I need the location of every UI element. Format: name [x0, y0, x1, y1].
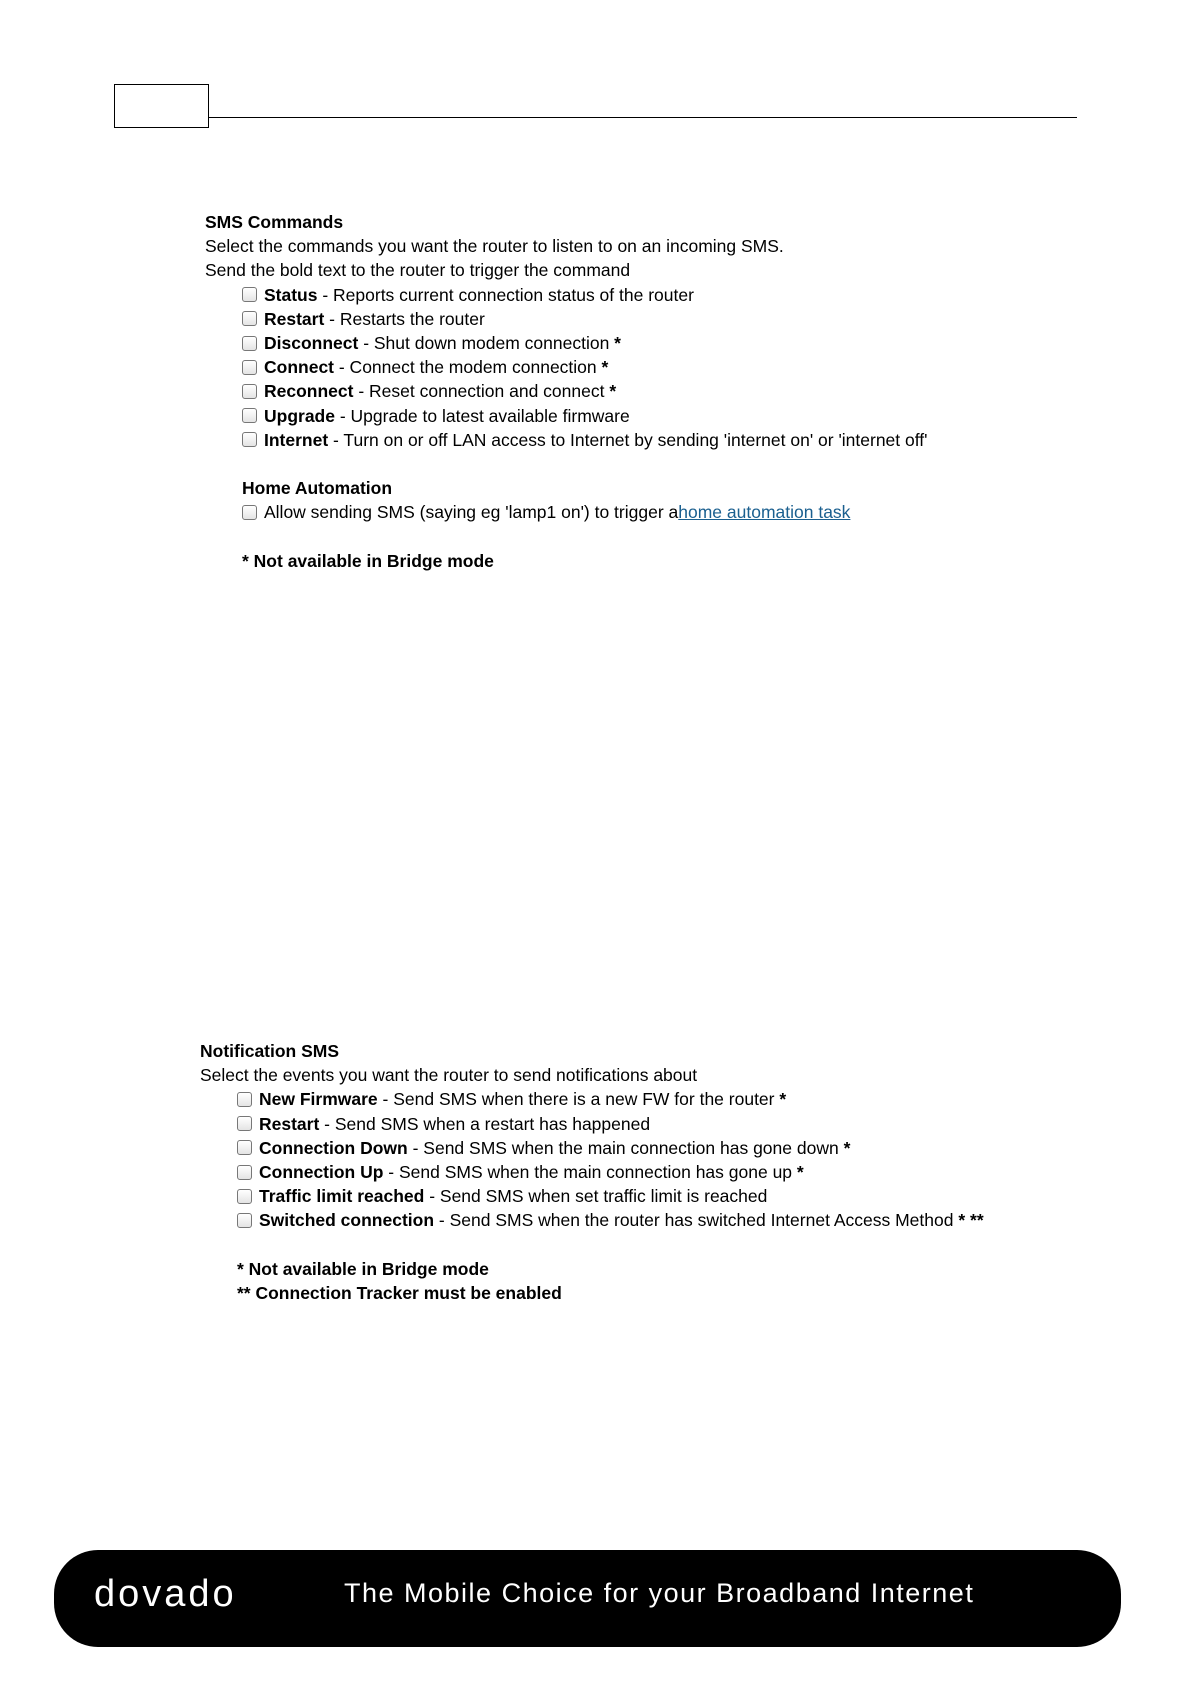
notification-sms-list	[200, 1087, 984, 1232]
command-option	[242, 379, 928, 403]
option-description: - Send SMS when the router has switched Internet Access Method	[434, 1210, 959, 1231]
availability-marker: *	[609, 381, 617, 402]
option-description: - Upgrade to latest available firmware	[334, 405, 630, 426]
availability-marker: *	[614, 332, 621, 353]
option-description: - Send SMS when set traffic limit is reached	[424, 1186, 768, 1207]
home-automation-title: Home Automation	[242, 478, 393, 499]
footer-tagline: The Mobile Choice for your Broadband Internet	[344, 1578, 975, 1608]
option-description: - Turn on or off LAN access to Internet by sending 'internet on' or 'internet off'	[328, 429, 928, 450]
dovado-logo	[94, 1576, 294, 1616]
notification-option	[237, 1160, 984, 1184]
option-name: Connect	[264, 357, 334, 378]
availability-marker: *	[843, 1137, 851, 1158]
option-name: Traffic limit reached	[259, 1186, 425, 1207]
command-option	[242, 428, 928, 452]
command-option	[242, 404, 928, 428]
notification-sms-section	[200, 1039, 984, 1305]
option-name: Switched connection	[259, 1210, 435, 1231]
option-name: Reconnect	[264, 381, 354, 402]
sms-commands-section	[205, 210, 928, 573]
notification-checkbox[interactable]	[237, 1116, 252, 1131]
notification-option	[237, 1208, 984, 1232]
notification-checkbox[interactable]	[237, 1189, 252, 1204]
command-option	[242, 355, 928, 379]
option-name: Connection Down	[259, 1137, 408, 1158]
availability-marker: *	[796, 1161, 804, 1182]
availability-marker: *	[601, 357, 609, 378]
option-description: - Send SMS when a restart has happened	[319, 1113, 651, 1134]
option-description: - Connect the modem connection	[334, 357, 602, 378]
option-name: Status	[264, 284, 318, 305]
notification-option	[237, 1112, 984, 1136]
page-number-box	[114, 84, 209, 128]
home-automation-text: Allow sending SMS (saying eg 'lamp1 on') to trigger a	[264, 502, 679, 523]
command-option	[242, 331, 928, 355]
option-name: Restart	[264, 308, 325, 329]
option-description: - Reset connection and connect	[353, 381, 610, 402]
command-option	[242, 283, 928, 307]
option-name: Disconnect	[264, 332, 359, 353]
option-description: - Send SMS when there is a new FW for the router	[377, 1089, 780, 1110]
command-checkbox[interactable]	[242, 336, 257, 351]
notification-checkbox[interactable]	[237, 1092, 252, 1107]
home-automation-option	[205, 500, 928, 524]
footer-banner	[54, 1550, 1121, 1647]
option-description: - Reports current connection status of the router	[317, 284, 694, 305]
command-checkbox[interactable]	[242, 384, 257, 399]
option-description: - Shut down modem connection	[358, 332, 615, 353]
svg-text:dovado: dovado	[94, 1576, 237, 1615]
command-checkbox[interactable]	[242, 360, 257, 375]
home-automation-checkbox[interactable]	[242, 505, 257, 520]
command-checkbox[interactable]	[242, 432, 257, 447]
command-checkbox[interactable]	[242, 408, 257, 423]
notification-checkbox[interactable]	[237, 1213, 252, 1228]
option-name: Connection Up	[259, 1161, 384, 1182]
option-name: Restart	[259, 1113, 320, 1134]
bridge-mode-note: * Not available in Bridge mode	[237, 1258, 489, 1279]
connection-tracker-note: ** Connection Tracker must be enabled	[237, 1282, 562, 1303]
option-name: New Firmware	[259, 1089, 378, 1110]
notification-option	[237, 1136, 984, 1160]
notification-checkbox[interactable]	[237, 1140, 252, 1155]
sms-commands-intro-1: Select the commands you want the router to listen to on an incoming SMS.	[205, 236, 784, 257]
bridge-mode-note: * Not available in Bridge mode	[242, 550, 494, 571]
command-option	[242, 307, 928, 331]
availability-marker: * **	[958, 1210, 984, 1231]
notification-option	[237, 1087, 984, 1111]
command-checkbox[interactable]	[242, 311, 257, 326]
notification-sms-intro: Select the events you want the router to send notifications about	[200, 1065, 698, 1086]
notification-sms-title: Notification SMS	[200, 1041, 340, 1061]
availability-marker: *	[779, 1089, 787, 1110]
option-description: - Send SMS when the main connection has gone up	[383, 1161, 797, 1182]
sms-commands-list	[205, 283, 928, 452]
sms-commands-intro-2: Send the bold text to the router to trigger the command	[205, 260, 631, 281]
notification-checkbox[interactable]	[237, 1165, 252, 1180]
option-description: - Restarts the router	[324, 308, 485, 329]
home-automation-task-link[interactable]: home automation task	[678, 502, 851, 523]
option-name: Internet	[264, 429, 329, 450]
notification-option	[237, 1184, 984, 1208]
header-rule	[209, 117, 1077, 118]
option-description: - Send SMS when the main connection has gone down	[407, 1137, 844, 1158]
option-name: Upgrade	[264, 405, 335, 426]
command-checkbox[interactable]	[242, 287, 257, 302]
sms-commands-title: SMS Commands	[205, 212, 344, 232]
